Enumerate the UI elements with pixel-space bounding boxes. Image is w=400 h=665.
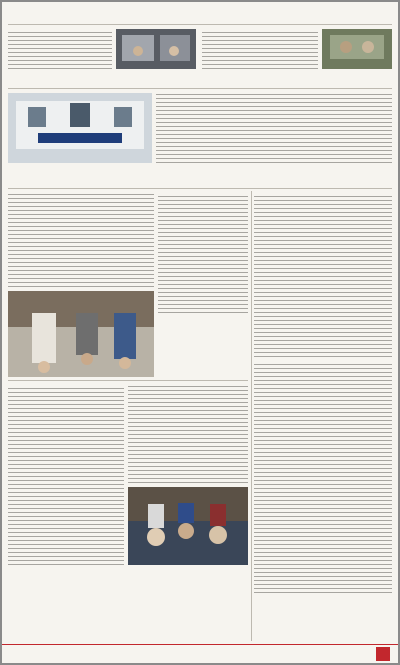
eid-body-text-2: [254, 193, 392, 357]
eid-headline-block: [254, 597, 392, 641]
hospital-body-text: [8, 29, 112, 69]
hospital-photo-graphic: [116, 29, 196, 69]
hospital-headline-block: [8, 71, 196, 85]
column-divider: [251, 191, 252, 641]
mosque-headline-block: [158, 317, 248, 377]
mosque-body-text-2: [8, 193, 154, 287]
shelter-body-text: [202, 29, 318, 69]
zabita-building-photo-graphic: [8, 93, 152, 163]
shelter-headline-block: [202, 71, 392, 85]
newspaper-page: [2, 2, 398, 663]
newspaper-logo: [320, 647, 390, 661]
zabita-body-text: [156, 93, 392, 163]
divider: [8, 24, 392, 25]
eid-body-text: [254, 363, 392, 593]
event-photo-graphic: [128, 487, 248, 565]
mosque-cleaning-photo-graphic: [8, 291, 154, 377]
event-photo: [128, 487, 248, 565]
bottom-headline-block: [8, 6, 392, 22]
divider: [8, 380, 248, 381]
lead-headline-block: [8, 597, 248, 641]
lead-body-text-left: [128, 385, 248, 483]
zabita-building-photo: [8, 93, 152, 163]
shelter-photo: [322, 29, 392, 69]
divider: [8, 188, 392, 189]
hospital-photo: [116, 29, 196, 69]
lead-body-text-right: [8, 385, 124, 565]
lead-deck-block: [8, 569, 248, 595]
masthead: [2, 644, 398, 663]
shelter-photo-graphic: [322, 29, 392, 69]
zabita-headline-block: [8, 167, 392, 185]
mosque-cleaning-photo: [8, 291, 154, 377]
divider: [8, 88, 392, 89]
mosque-body-text: [158, 193, 248, 313]
